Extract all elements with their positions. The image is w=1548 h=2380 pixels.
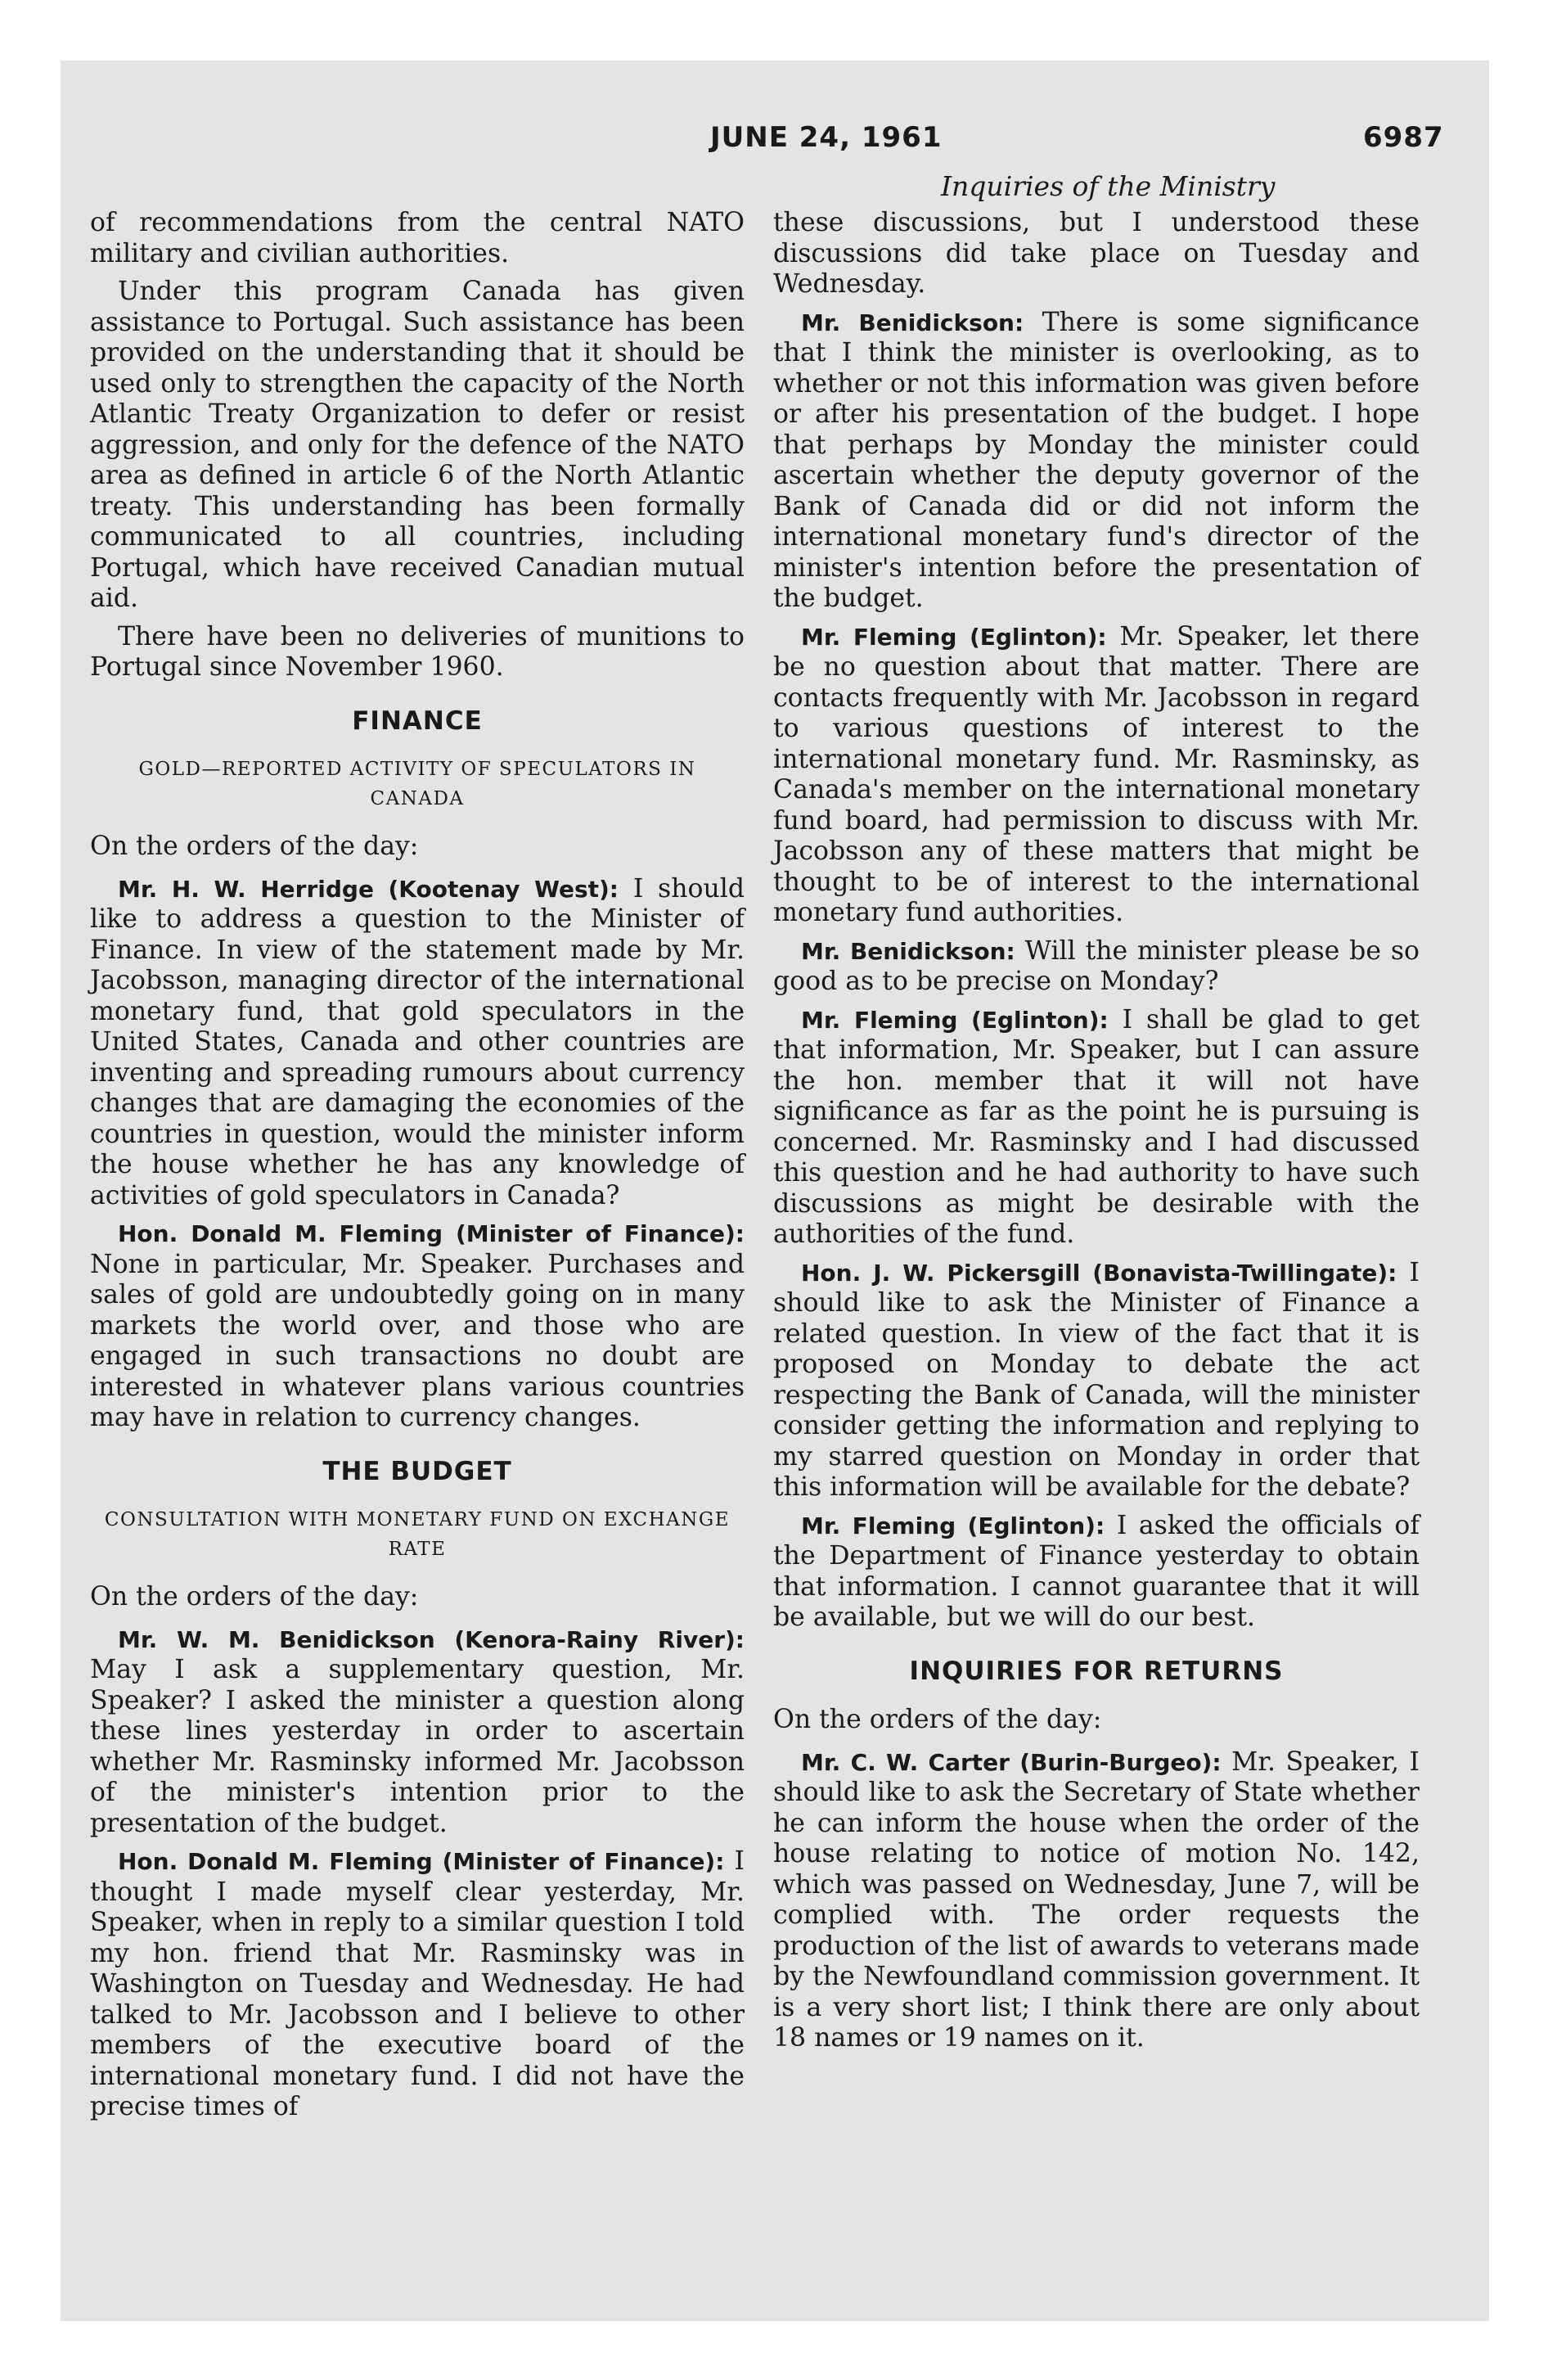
speech-text: None in particular, Mr. Speaker. Purchases and sales of gold are undoubtedly going on in many markets the world over, and those who are engaged in such transactions no doubt are interested in whatever plans various countries may have in relation to currency changes. (90, 1249, 745, 1432)
speech-fleming (773, 1511, 1420, 1634)
subheading-gold-speculators: GOLD—REPORTED ACTIVITY OF SPECULATORS IN CANADA (138, 759, 696, 809)
speech-text: I thought I made myself clear yesterday, Mr. Speaker, when in reply to a similar question I told my hon. friend that Mr. Rasminsky was in Washington on Tuesday and Wednesday. He had talked to Mr. Jacobsson and I believe to other members of the executive board of the international monetary fund. I did not have the precise times of (90, 1846, 745, 2121)
paragraph: these discussions, but I understood these discussions did take place on Tuesday and Wednesday. (773, 208, 1420, 299)
running-subtitle: Inquiries of the Ministry (941, 170, 1276, 202)
speech-herridge (90, 874, 745, 1212)
speech-text: I should like to address a question to the Minister of Finance. In view of the statement made by Mr. Jacobsson, managing director of the international monetary fund, that gold speculators in the United States, Canada and other countries are inventing and spreading rumours about currency changes that are damaging the economies of the countries in question, would the minister inform the house whether he has any knowledge of activities of gold speculators in Canada? (90, 873, 745, 1210)
speech-carter (773, 1747, 1420, 2054)
page-header (0, 0, 1548, 202)
speech-benidickson (773, 936, 1420, 998)
paragraph: There have been no deliveries of munitions to Portugal since November 1960. (90, 621, 745, 682)
speech-text: Mr. Speaker, I should like to ask the Secretary of State whether he can inform the house when the order of the house relating to notice of motion No. 142, which was passed on Wednesday, June 7, will be complied with. The order requests the production of the list of awards to veterans made by the Newfoundland commission government. It is a very short list; I think there are only about 18 names or 19 names on it. (773, 1747, 1420, 2053)
speech-fleming (773, 1005, 1420, 1251)
speech-text: I asked the officials of the Department of Finance yesterday to obtain that information. I cannot guarantee that it will be available, but we will do our best. (773, 1510, 1420, 1632)
speech-benidickson (773, 308, 1420, 615)
speaker-name: Mr. Fleming (Eglinton): (801, 1006, 1109, 1034)
speaker-name: Hon. J. W. Pickersgill (Bonavista-Twillingate): (801, 1259, 1397, 1287)
speech-text: I should like to ask the Minister of Finance a related question. In view of the fact that it is proposed on Monday to debate the act respecting the Bank of Canada, will the minister consider getting the information and replying to my starred question on Monday in order that this information will be available for the debate? (773, 1257, 1420, 1502)
speaker-name: Mr. Benidickson: (801, 937, 1015, 965)
header-date: JUNE 24, 1961 (710, 121, 943, 154)
speech-benidickson (90, 1625, 745, 1840)
section-heading-budget: THE BUDGET (322, 1456, 512, 1486)
orders-of-the-day: On the orders of the day: (90, 1582, 419, 1611)
speech-text: Will the minister please be so good as to be precise on Monday? (773, 935, 1420, 996)
speech-text: May I ask a supplementary question, Mr. Speaker? I asked the minister a question along these lines yesterday in order to ascertain whether Mr. Rasminsky informed Mr. Jacobsson of the minister's intention prior to the presentation of the budget. (90, 1655, 745, 1838)
speech-fleming (773, 622, 1420, 929)
orders-of-the-day: On the orders of the day: (773, 1705, 1102, 1734)
speech-text: There is some significance that I think the minister is overlooking, as to whether or not this information was given before or after his presentation of the budget. I hope that perhaps by Monday the minister could ascertain whether the deputy governor of the Bank of Canada did or did not inform the international monetary fund's director of the minister's intention before the presentation of the budget. (773, 307, 1420, 613)
paragraph: Under this program Canada has given assistance to Portugal. Such assistance has been provided on the understanding that it should be used only to strengthen the capacity of the North Atlantic Treaty Organization to defer or resist aggression, and only for the defence of the NATO area as defined in article 6 of the North Atlantic treaty. This understanding has been formally communicated to all countries, including Portugal, which have received Canadian mutual aid. (90, 277, 745, 613)
section-heading-finance: FINANCE (352, 705, 483, 736)
page-number: 6987 (1363, 121, 1444, 154)
speech-fleming (90, 1219, 745, 1434)
left-column (90, 208, 745, 2130)
orders-of-the-day: On the orders of the day: (90, 832, 419, 861)
speaker-name: Mr. W. M. Benidickson (Kenora-Rainy River): (118, 1625, 745, 1653)
speech-text: Mr. Speaker, let there be no question about that matter. There are contacts frequently with Mr. Jacobsson in regard to various questions of interest to the international monetary fund. Mr. Rasminsky, as Canada's member on the international monetary fund board, had permission to discuss with Mr. Jacobsson any of these matters that might be thought to be of interest to the international monetary fund authorities. (773, 621, 1420, 927)
subheading-monetary-fund: CONSULTATION WITH MONETARY FUND ON EXCHANGE RATE (104, 1509, 731, 1560)
paragraph: of recommendations from the central NATO military and civilian authorities. (90, 208, 745, 268)
speech-fleming (90, 1846, 745, 2123)
speech-text: I shall be glad to get that information, Mr. Speaker, but I can assure the hon. member that it will not have significance as far as the point he is pursuing is concerned. Mr. Rasminsky and I had discussed this question and he had authority to have such discussions as might be desirable with the authorities of the fund. (773, 1004, 1420, 1249)
section-heading-inquiries-for-returns: INQUIRIES FOR RETURNS (909, 1656, 1284, 1686)
speaker-name: Mr. H. W. Herridge (Kootenay West): (118, 875, 619, 903)
speaker-name: Hon. Donald M. Fleming (Minister of Finance): (118, 1220, 745, 1247)
speaker-name: Mr. C. W. Carter (Burin-Burgeo): (801, 1748, 1222, 1776)
speaker-name: Mr. Benidickson: (801, 309, 1024, 336)
speaker-name: Hon. Donald M. Fleming (Minister of Finance): (118, 1848, 725, 1875)
speaker-name: Mr. Fleming (Eglinton): (801, 1512, 1105, 1539)
speech-pickersgill (773, 1258, 1420, 1503)
right-column (773, 208, 1420, 2062)
speaker-name: Mr. Fleming (Eglinton): (801, 623, 1107, 651)
